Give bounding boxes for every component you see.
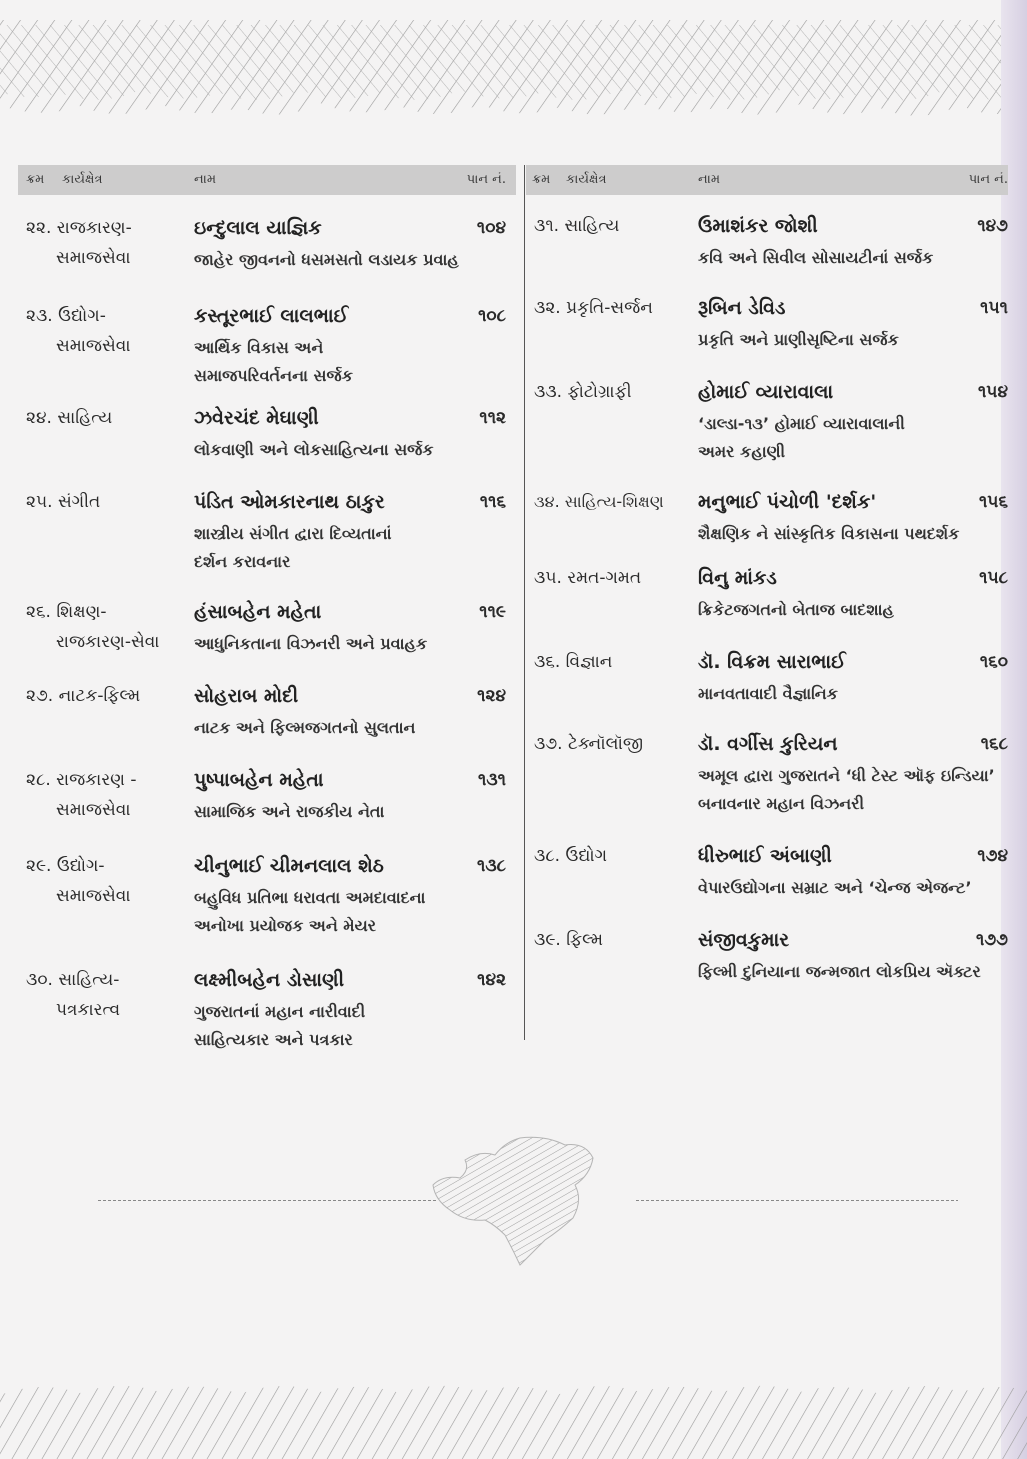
entry-name: ઉમાશંકર જોશી: [698, 215, 818, 237]
header-serial: ક્રમ: [532, 172, 551, 187]
header-field: કાર્યક્ષેત્ર: [566, 172, 607, 187]
entry-field: ૩૦. સાહિત્ય- પત્રકારત્વ: [26, 970, 121, 1020]
entry-description: પ્રકૃતિ અને પ્રાણીસૃષ્ટિના સર્જક: [698, 330, 899, 349]
entry-description: આધુનિકતાના વિઝનરી અને પ્રવાહક: [194, 634, 428, 653]
entry-name: પંડિત ઓમકારનાથ ઠાકુર: [194, 491, 385, 513]
entry-description: ‘ડાલ્ડા-૧૩’ હોમાઈ વ્યારાવાલાની અમર કહાણી: [698, 414, 905, 461]
entry-name: ચીનુભાઈ ચીમનલાલ શેઠ: [194, 855, 384, 877]
entry-page-number: ૧૫૪: [977, 382, 1008, 402]
header-name: નામ: [194, 172, 217, 187]
entry-field: ૨૨. રાજકારણ- સમાજસેવા: [26, 218, 132, 268]
entry-description: વેપારઉદ્યોગના સમ્રાટ અને ‘ચેન્જ એજન્ટ’: [698, 878, 972, 897]
entry-field: ૩૮. ઉદ્યોગ: [534, 846, 608, 866]
entry-field: ૨૫. સંગીત: [26, 492, 101, 512]
entry-field: ૩૬. વિજ્ઞાન: [534, 652, 613, 672]
entry-description: ગુજરાતનાં મહાન નારીવાદી સાહિત્યકાર અને પત્રકાર: [194, 1002, 366, 1049]
entry-description: નાટક અને ફિલ્મજગતનો સુલતાન: [194, 718, 416, 737]
entry-description: ક્રિકેટજગતનો બેતાજ બાદશાહ: [698, 600, 894, 619]
footer-rule-right: [636, 1200, 958, 1201]
entry-name: ઝવેરચંદ મેઘાણી: [194, 407, 319, 429]
header-page: પાન નં.: [968, 172, 1008, 187]
toc-right-column: [526, 165, 1008, 981]
entry-field: ૩૪. સાહિત્ય-શિક્ષણ: [534, 492, 664, 511]
entry-description: માનવતાવાદી વૈજ્ઞાનિક: [698, 684, 838, 703]
entry-name: સોહરાબ મોદી: [194, 685, 299, 707]
entry-description: અમૂલ દ્વારા ગુજરાતને ‘ધી ટેસ્ટ ઑફ ઇન્ડિયા’ બનાવનાર મહાન વિઝનરી: [698, 766, 995, 813]
entry-name: ડૉ. વિક્રમ સારાભાઈ: [698, 651, 846, 673]
column-divider: [524, 165, 525, 1040]
toc-left-column: [18, 165, 516, 1049]
entry-page-number: ૧૭૭: [976, 930, 1008, 950]
gujarat-map-illustration: [425, 1130, 605, 1270]
entry-name: સંજીવકુમાર: [698, 929, 790, 951]
entry-name: ઇન્દુલાલ યાજ્ઞિક: [194, 217, 322, 239]
entry-name: લક્ષ્મીબહેન ડોસાણી: [194, 969, 345, 991]
entry-page-number: ૧૪૨: [477, 970, 506, 990]
entry-description: આર્થિક વિકાસ અને સમાજપરિવર્તનના સર્જક: [194, 338, 353, 385]
footer-rule-left: [98, 1200, 438, 1201]
entry-page-number: ૧૧૬: [479, 492, 506, 512]
entry-page-number: ૧૧૯: [479, 602, 506, 622]
entry-name: મનુભાઈ પંચોળી 'દર્શક': [698, 491, 877, 513]
entry-name: હોમાઈ વ્યારાવાલા: [698, 381, 834, 403]
entry-page-number: ૧૬૦: [979, 652, 1008, 672]
entry-description: શૈક્ષણિક ને સાંસ્કૃતિક વિકાસના પથદર્શક: [698, 524, 960, 543]
table-header-right: [526, 165, 1008, 195]
header-serial: ક્રમ: [26, 172, 45, 187]
entry-page-number: ૧૫૬: [978, 492, 1008, 512]
entry-name: કસ્તૂરભાઈ લાલભાઈ: [194, 305, 349, 327]
entry-name: ધીરુભાઈ અંબાણી: [698, 845, 832, 867]
entry-page-number: ૧૫૧: [980, 298, 1008, 318]
entry-field: ૨૩. ઉદ્યોગ- સમાજસેવા: [26, 306, 131, 356]
entry-description: શાસ્ત્રીય સંગીત દ્વારા દિવ્યતાનાં દર્શન કરાવનાર: [194, 524, 392, 571]
entry-field: ૨૪. સાહિત્ય: [26, 408, 113, 428]
entry-page-number: ૧૬૮: [980, 734, 1008, 754]
entry-description: સામાજિક અને રાજકીય નેતા: [194, 802, 385, 821]
entry-field: ૩૨. પ્રકૃતિ-સર્જન: [534, 298, 653, 318]
entry-field: ૩૩. ફોટોગ્રાફી: [534, 382, 632, 402]
entry-name: ડૉ. વર્ગીસ કુરિયન: [698, 733, 838, 755]
entry-description: જાહેર જીવનનો ધસમસતો લડાયક પ્રવાહ: [194, 250, 459, 269]
entry-description: કવિ અને સિવીલ સોસાયટીનાં સર્જક: [698, 248, 934, 267]
entry-page-number: ૧૩૧: [478, 770, 506, 790]
entry-name: પુષ્પાબહેન મહેતા: [194, 769, 324, 791]
entry-description: લોકવાણી અને લોકસાહિત્યના સર્જક: [194, 440, 434, 459]
table-header-left: [18, 165, 516, 195]
entry-page-number: ૧૦૮: [478, 306, 506, 326]
entry-field: ૨૮. રાજકારણ - સમાજસેવા: [26, 770, 137, 820]
decorative-top-band: [0, 0, 1027, 150]
entry-name: હંસાબહેન મહેતા: [194, 601, 322, 623]
entry-name: વિનુ માંકડ: [698, 567, 777, 589]
entry-page-number: ૧૪૭: [977, 216, 1008, 236]
entry-field: ૩૫. રમત-ગમત: [534, 568, 642, 588]
entry-field: ૨૯. ઉદ્યોગ- સમાજસેવા: [26, 856, 131, 906]
entry-field: ૨૬. શિક્ષણ- રાજકારણ-સેવા: [26, 602, 160, 652]
entry-page-number: ૧૦૪: [476, 218, 506, 238]
entry-page-number: ૧૨૪: [477, 686, 506, 706]
entry-page-number: ૧૫૮: [979, 568, 1008, 588]
entry-page-number: ૧૩૮: [476, 856, 506, 876]
entry-page-number: ૧૭૪: [977, 846, 1008, 866]
decorative-bottom-band: [0, 1375, 1027, 1459]
entry-description: બહુવિધ પ્રતિભા ધરાવતા અમદાવાદના અનોખા પ્રયોજક અને મેયર: [194, 888, 426, 935]
entry-field: ૩૧. સાહિત્ય: [534, 216, 620, 236]
entry-description: ફિલ્મી દુનિયાના જન્મજાત લોકપ્રિય ઍક્ટર: [698, 962, 981, 981]
entry-field: ૩૯. ફિલ્મ: [534, 930, 604, 950]
entry-field: ૩૭. ટેક્નૉલૉજી: [534, 734, 644, 754]
entry-name: રૂબિન ડેવિડ: [698, 297, 786, 319]
entry-field: ૨૭. નાટક-ફિલ્મ: [26, 686, 141, 706]
header-page: પાન નં.: [466, 172, 506, 187]
header-name: નામ: [698, 172, 721, 187]
entry-page-number: ૧૧૨: [479, 408, 506, 428]
header-field: કાર્યક્ષેત્ર: [62, 172, 103, 187]
